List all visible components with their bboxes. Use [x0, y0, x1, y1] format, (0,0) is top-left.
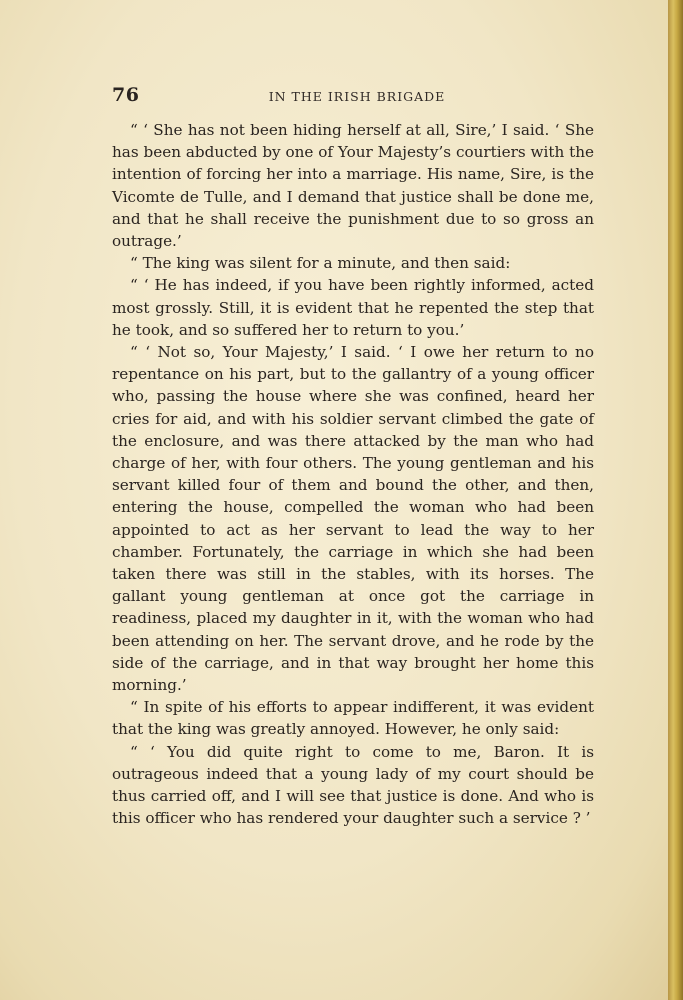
paragraph: “ The king was silent for a minute, and then said:: [130, 254, 511, 273]
page-header: [112, 84, 582, 108]
body-text: [112, 119, 594, 830]
book-spine-edge: [668, 0, 683, 1000]
paragraph: “ ‘ You did quite right to come to me, Baron. It is outrageous indeed that a young lady of my court should be thus carried off, and I will see that justice is done. And who is this officer who has rendered your daughter such a service ? ’: [112, 742, 594, 828]
running-title: IN THE IRISH BRIGADE: [268, 89, 446, 104]
page-number: 76: [112, 84, 140, 106]
paragraph: “ ‘ She has not been hiding herself at all, Sire,’ I said. ‘ She has been abducted by one of Your Majesty’s courtiers with the intention of forcing her into a marriage. His name, Sire, is the Vicomte de Tulle, and I demand that justice shall be done me, and that he shall receive the punishment due to so gross an outrage.’: [112, 121, 594, 251]
paragraph: “ In spite of his efforts to appear indifferent, it was evident that the king was greatly annoyed. However, he only said:: [112, 698, 594, 739]
paragraph: “ ‘ He has indeed, if you have been rightly informed, acted most grossly. Still, it is evident that he repented the step that he took, and so suffered her to return to you.’: [112, 276, 594, 339]
paragraph: “ ‘ Not so, Your Majesty,’ I said. ‘ I owe her return to no repentance on his part, but to the gallantry of a young officer who, passing the house where she was confined, heard her cries for aid, and with his soldier servant climbed the gate of the enclosure, and was there attacked by the man who had charge of her, with four others. The young gentleman and his servant killed four of them and bound the other, and then, entering the house, compelled the woman who had been appointed to act as her servant to lead the way to her chamber. Fortunately, the carriage in which she had been taken there was still in the stables, with its horses. The gallant young gentleman at once got the carriage in readiness, placed my daughter in it, with the woman who had been attending on her. The servant drove, and he rode by the side of the carriage, and in that way brought her home this morning.’: [112, 343, 594, 695]
